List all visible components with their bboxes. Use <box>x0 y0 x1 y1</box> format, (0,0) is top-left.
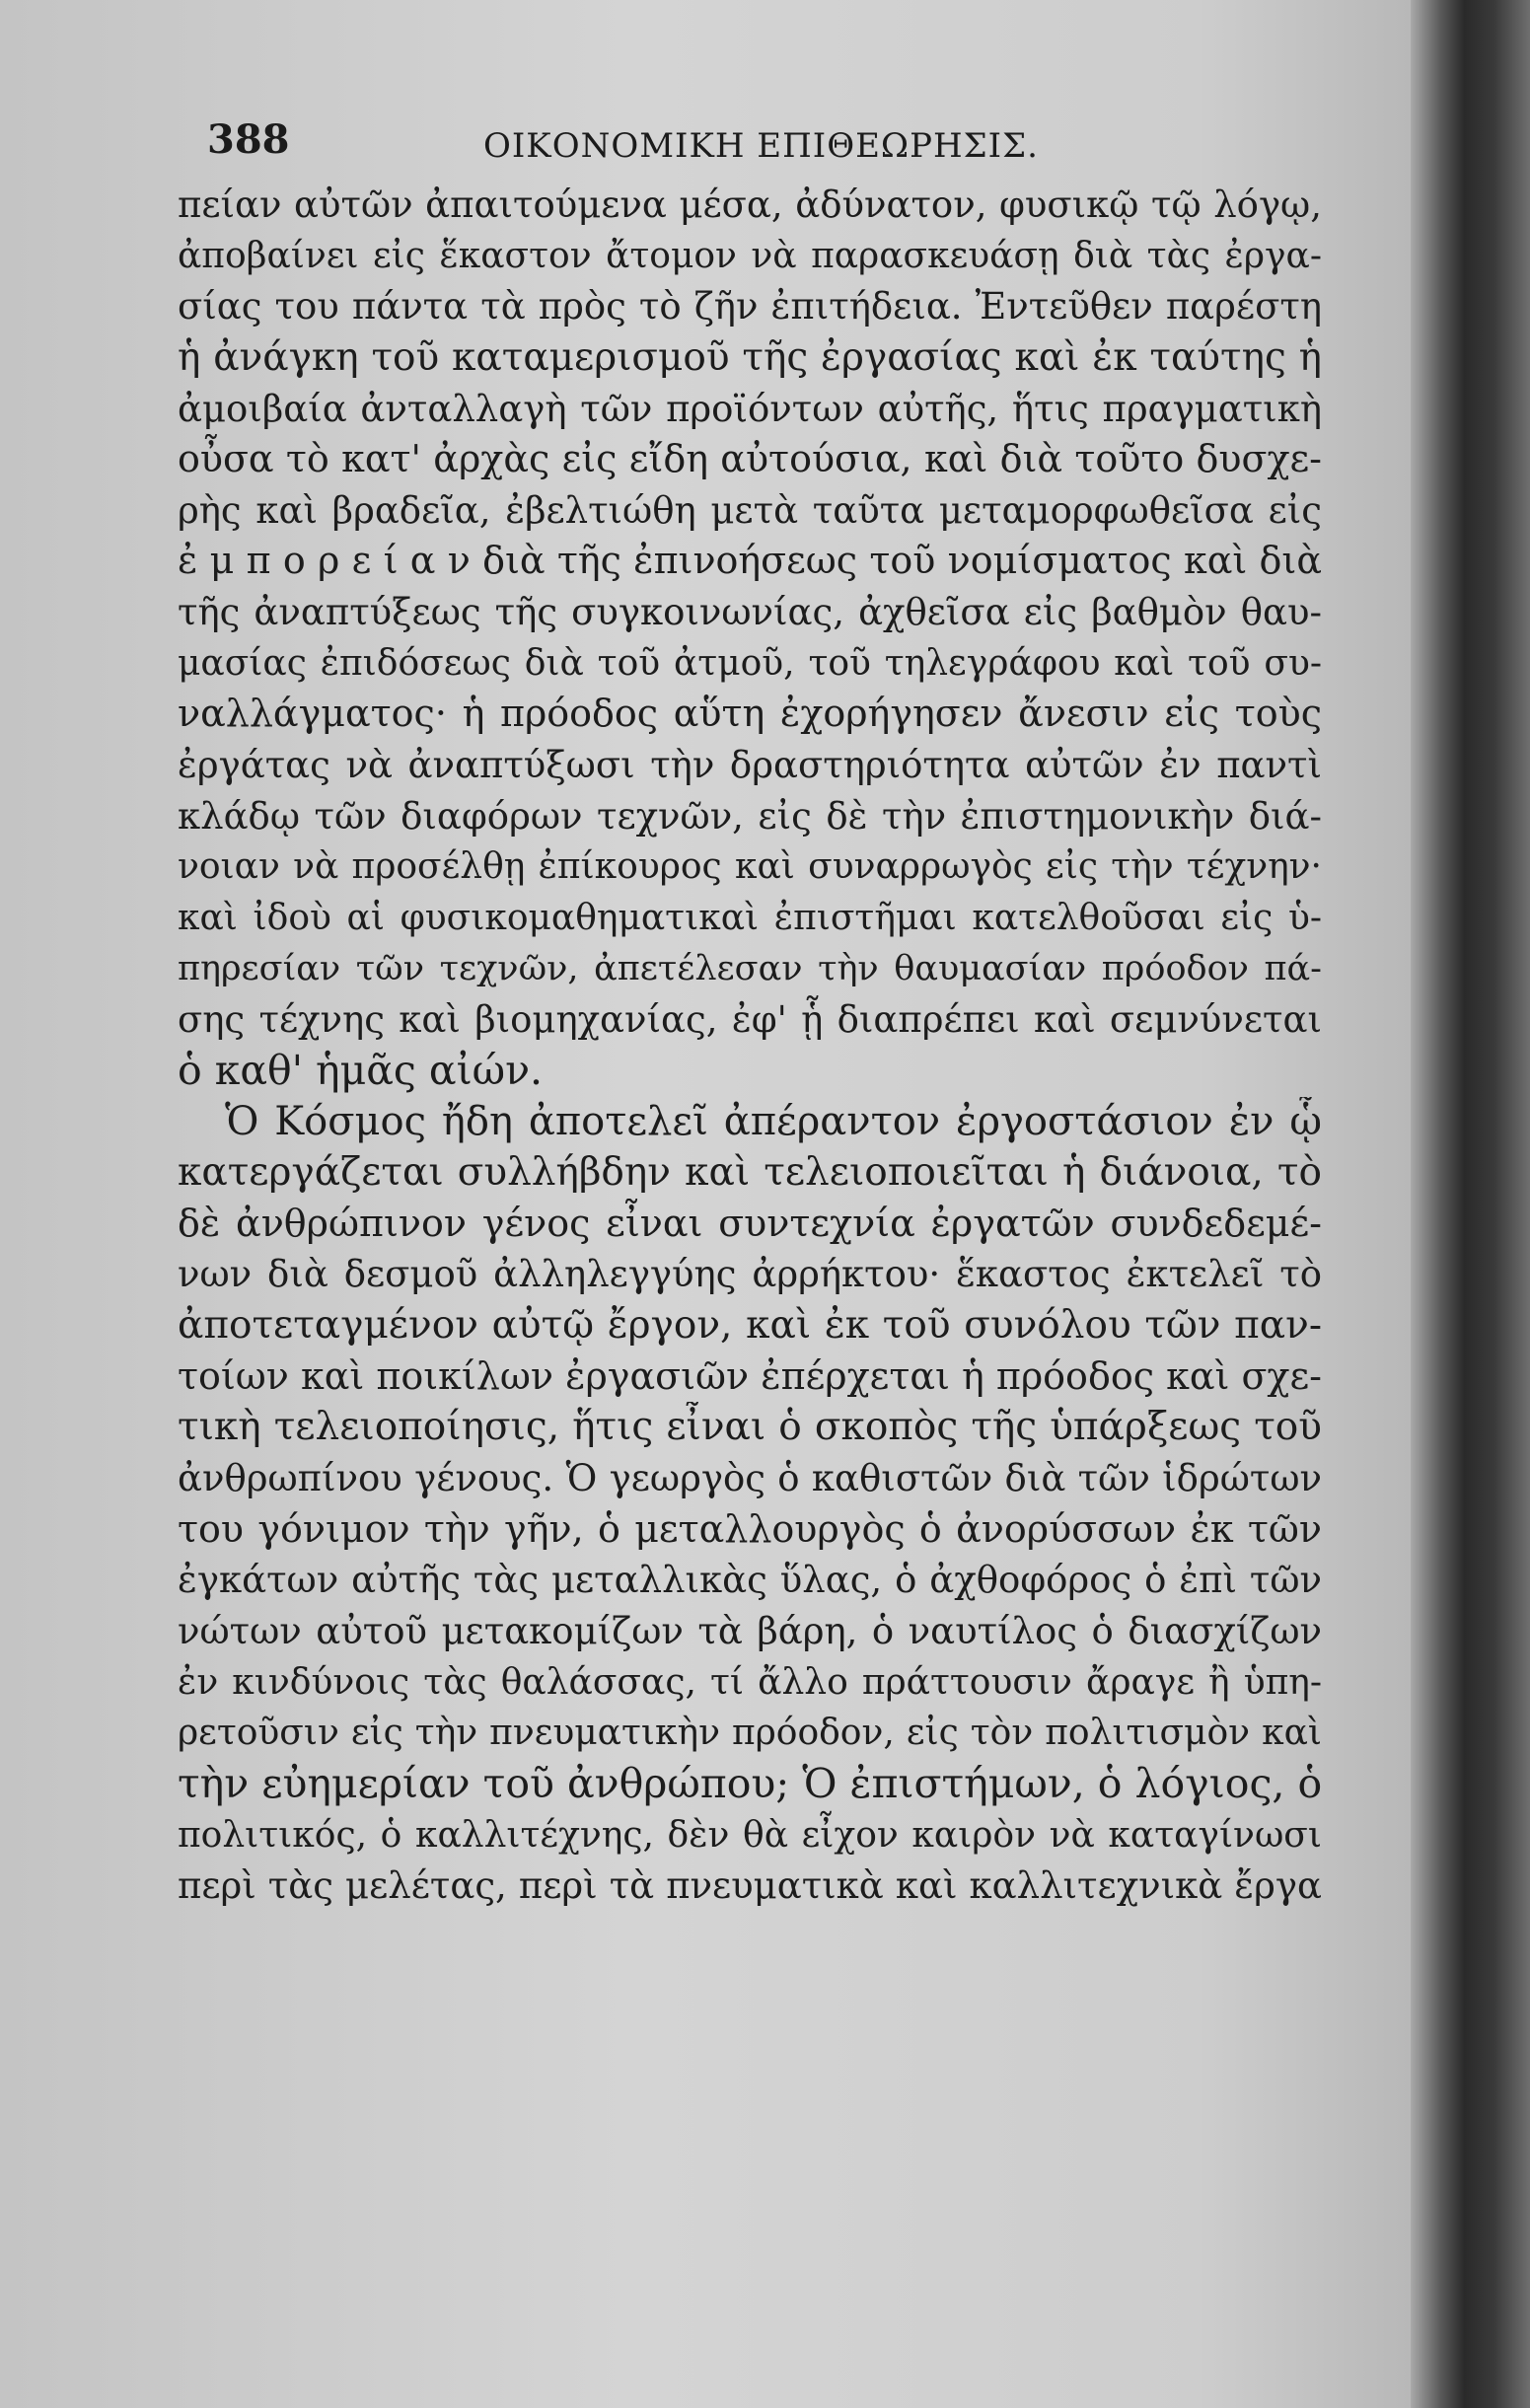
text-line: ἐγκάτων αὐτῆς τὰς μεταλλικὰς ὕλας, ὁ ἀχθοφόρος ὁ ἐπὶ τῶν <box>178 1559 1322 1602</box>
text-line: ἀμοιβαία ἀνταλλαγὴ τῶν προϊόντων αὐτῆς, ἥτις πραγματικὴ <box>178 387 1322 430</box>
text-line: νων διὰ δεσμοῦ ἀλληλεγγύης ἀρρήκτου· ἕκαστος ἐκτελεῖ τὸ <box>178 1253 1322 1296</box>
text-line: τῆς ἀναπτύξεως τῆς συγκοινωνίας, ἀχθεῖσα εἰς βαθμὸν θαυ- <box>178 591 1322 634</box>
text-line: οὖσα τὸ κατ' ἀρχὰς εἰς εἴδη αὐτούσια, καὶ διὰ τοῦτο δυσχε- <box>178 437 1322 481</box>
text-line: σίας του πάντα τὰ πρὸς τὸ ζῆν ἐπιτήδεια. Ἐντεῦθεν παρέστη <box>178 285 1322 328</box>
text-line: τικὴ τελειοποίησις, ἥτις εἶναι ὁ σκοπὸς τῆς ὑπάρξεως τοῦ <box>178 1405 1322 1450</box>
text-line: ἀποβαίνει εἰς ἕκαστον ἄτομον νὰ παρασκευάσῃ διὰ τὰς ἐργα- <box>178 235 1322 276</box>
running-head: ΟΙΚΟΝΟΜΙΚΗ ΕΠΙΘΕΩΡΗΣΙΣ. <box>483 126 1039 166</box>
text-line: πηρεσίαν τῶν τεχνῶν, ἀπετέλεσαν τὴν θαυμασίαν πρόοδον πά- <box>178 948 1322 988</box>
paragraph-start-line: Ὁ Κόσμος ἤδη ἀποτελεῖ ἀπέραντον ἐργοστάσιον ἐν ᾧ <box>225 1098 1322 1144</box>
text-line: περὶ τὰς μελέτας, περὶ τὰ πνευματικὰ καὶ καλλιτεχνικὰ ἔργα <box>178 1864 1322 1908</box>
page-number: 388 <box>207 116 290 163</box>
text-line: κλάδῳ τῶν διαφόρων τεχνῶν, εἰς δὲ τὴν ἐπιστημονικὴν διά- <box>178 794 1322 838</box>
text-line: καὶ ἰδοὺ αἱ φυσικομαθηματικαὶ ἐπιστῆμαι κατελθοῦσαι εἰς ὑ- <box>178 897 1322 938</box>
text-line: του γόνιμον τὴν γῆν, ὁ μεταλλουργὸς ὁ ἀνορύσσων ἐκ τῶν <box>178 1506 1322 1551</box>
text-line: τὴν εὐημερίαν τοῦ ἀνθρώπου; Ὁ ἐπιστήμων, ὁ λόγιος, ὁ <box>178 1759 1322 1807</box>
text-line: ἡ ἀνάγκη τοῦ καταμερισμοῦ τῆς ἐργασίας καὶ ἐκ ταύτης ἡ <box>178 334 1322 380</box>
text-line: ἐργάτας νὰ ἀναπτύξωσι τὴν δραστηριότητα αὐτῶν ἐν παντὶ <box>178 744 1322 787</box>
text-line: νοιαν νὰ προσέλθῃ ἐπίκουρος καὶ συναρρωγὸς εἰς τὴν τέχνην· <box>178 846 1322 888</box>
text-line: δὲ ἀνθρώπινον γένος εἶναι συντεχνία ἐργατῶν συνδεδεμέ- <box>178 1201 1322 1245</box>
text-line: μασίας ἐπιδόσεως διὰ τοῦ ἀτμοῦ, τοῦ τηλεγράφου καὶ τοῦ συ- <box>178 642 1322 684</box>
paragraph-end-line: ὁ καθ' ἡμᾶς αἰών. <box>178 1046 544 1094</box>
text-line: ἐν κινδύνοις τὰς θαλάσσας, τί ἄλλο πράττουσιν ἄραγε ἢ ὑπη- <box>178 1661 1322 1703</box>
page-header <box>207 116 1292 176</box>
text-line: πολιτικός, ὁ καλλιτέχνης, δὲν θὰ εἶχον καιρὸν νὰ καταγίνωσι <box>178 1814 1322 1856</box>
text-line: τοίων καὶ ποικίλων ἐργασιῶν ἐπέρχεται ἡ πρόοδος καὶ σχε- <box>178 1353 1322 1398</box>
text-line: νώτων αὐτοῦ μετακομίζων τὰ βάρη, ὁ ναυτίλος ὁ διασχίζων <box>178 1609 1322 1652</box>
text-line: ἀποτεταγμένον αὐτῷ ἔργον, καὶ ἐκ τοῦ συνόλου τῶν παν- <box>178 1303 1322 1349</box>
text-line: ναλλάγματος· ἡ πρόοδος αὕτη ἐχορήγησεν ἄνεσιν εἰς τοὺς <box>178 692 1322 736</box>
text-line: ρὴς καὶ βραδεῖα, ἐβελτιώθη μετὰ ταῦτα μεταμορφωθεῖσα εἰς <box>178 488 1322 532</box>
text-line: ἐ μ π ο ρ ε ί α ν διὰ τῆς ἐπινοήσεως τοῦ νομίσματος καὶ διὰ <box>178 539 1322 583</box>
text-line: ἀνθρωπίνου γένους. Ὁ γεωργὸς ὁ καθιστῶν διὰ τῶν ἱδρώτων <box>178 1457 1322 1500</box>
text-line: κατεργάζεται συλλήβδην καὶ τελειοποιεῖται ἡ διάνοια, τὸ <box>178 1150 1322 1196</box>
body-text <box>178 180 1322 1912</box>
text-line: ρετοῦσιν εἰς τὴν πνευματικὴν πρόοδον, εἰς τὸν πολιτισμὸν καὶ <box>178 1713 1322 1754</box>
book-gutter <box>1411 0 1530 2408</box>
text-line: σης τέχνης καὶ βιομηχανίας, ἐφ' ᾗ διαπρέπει καὶ σεμνύνεται <box>178 998 1322 1042</box>
text-line: πείαν αὐτῶν ἀπαιτούμενα μέσα, ἀδύνατον, φυσικῷ τῷ λόγῳ, <box>178 183 1322 226</box>
